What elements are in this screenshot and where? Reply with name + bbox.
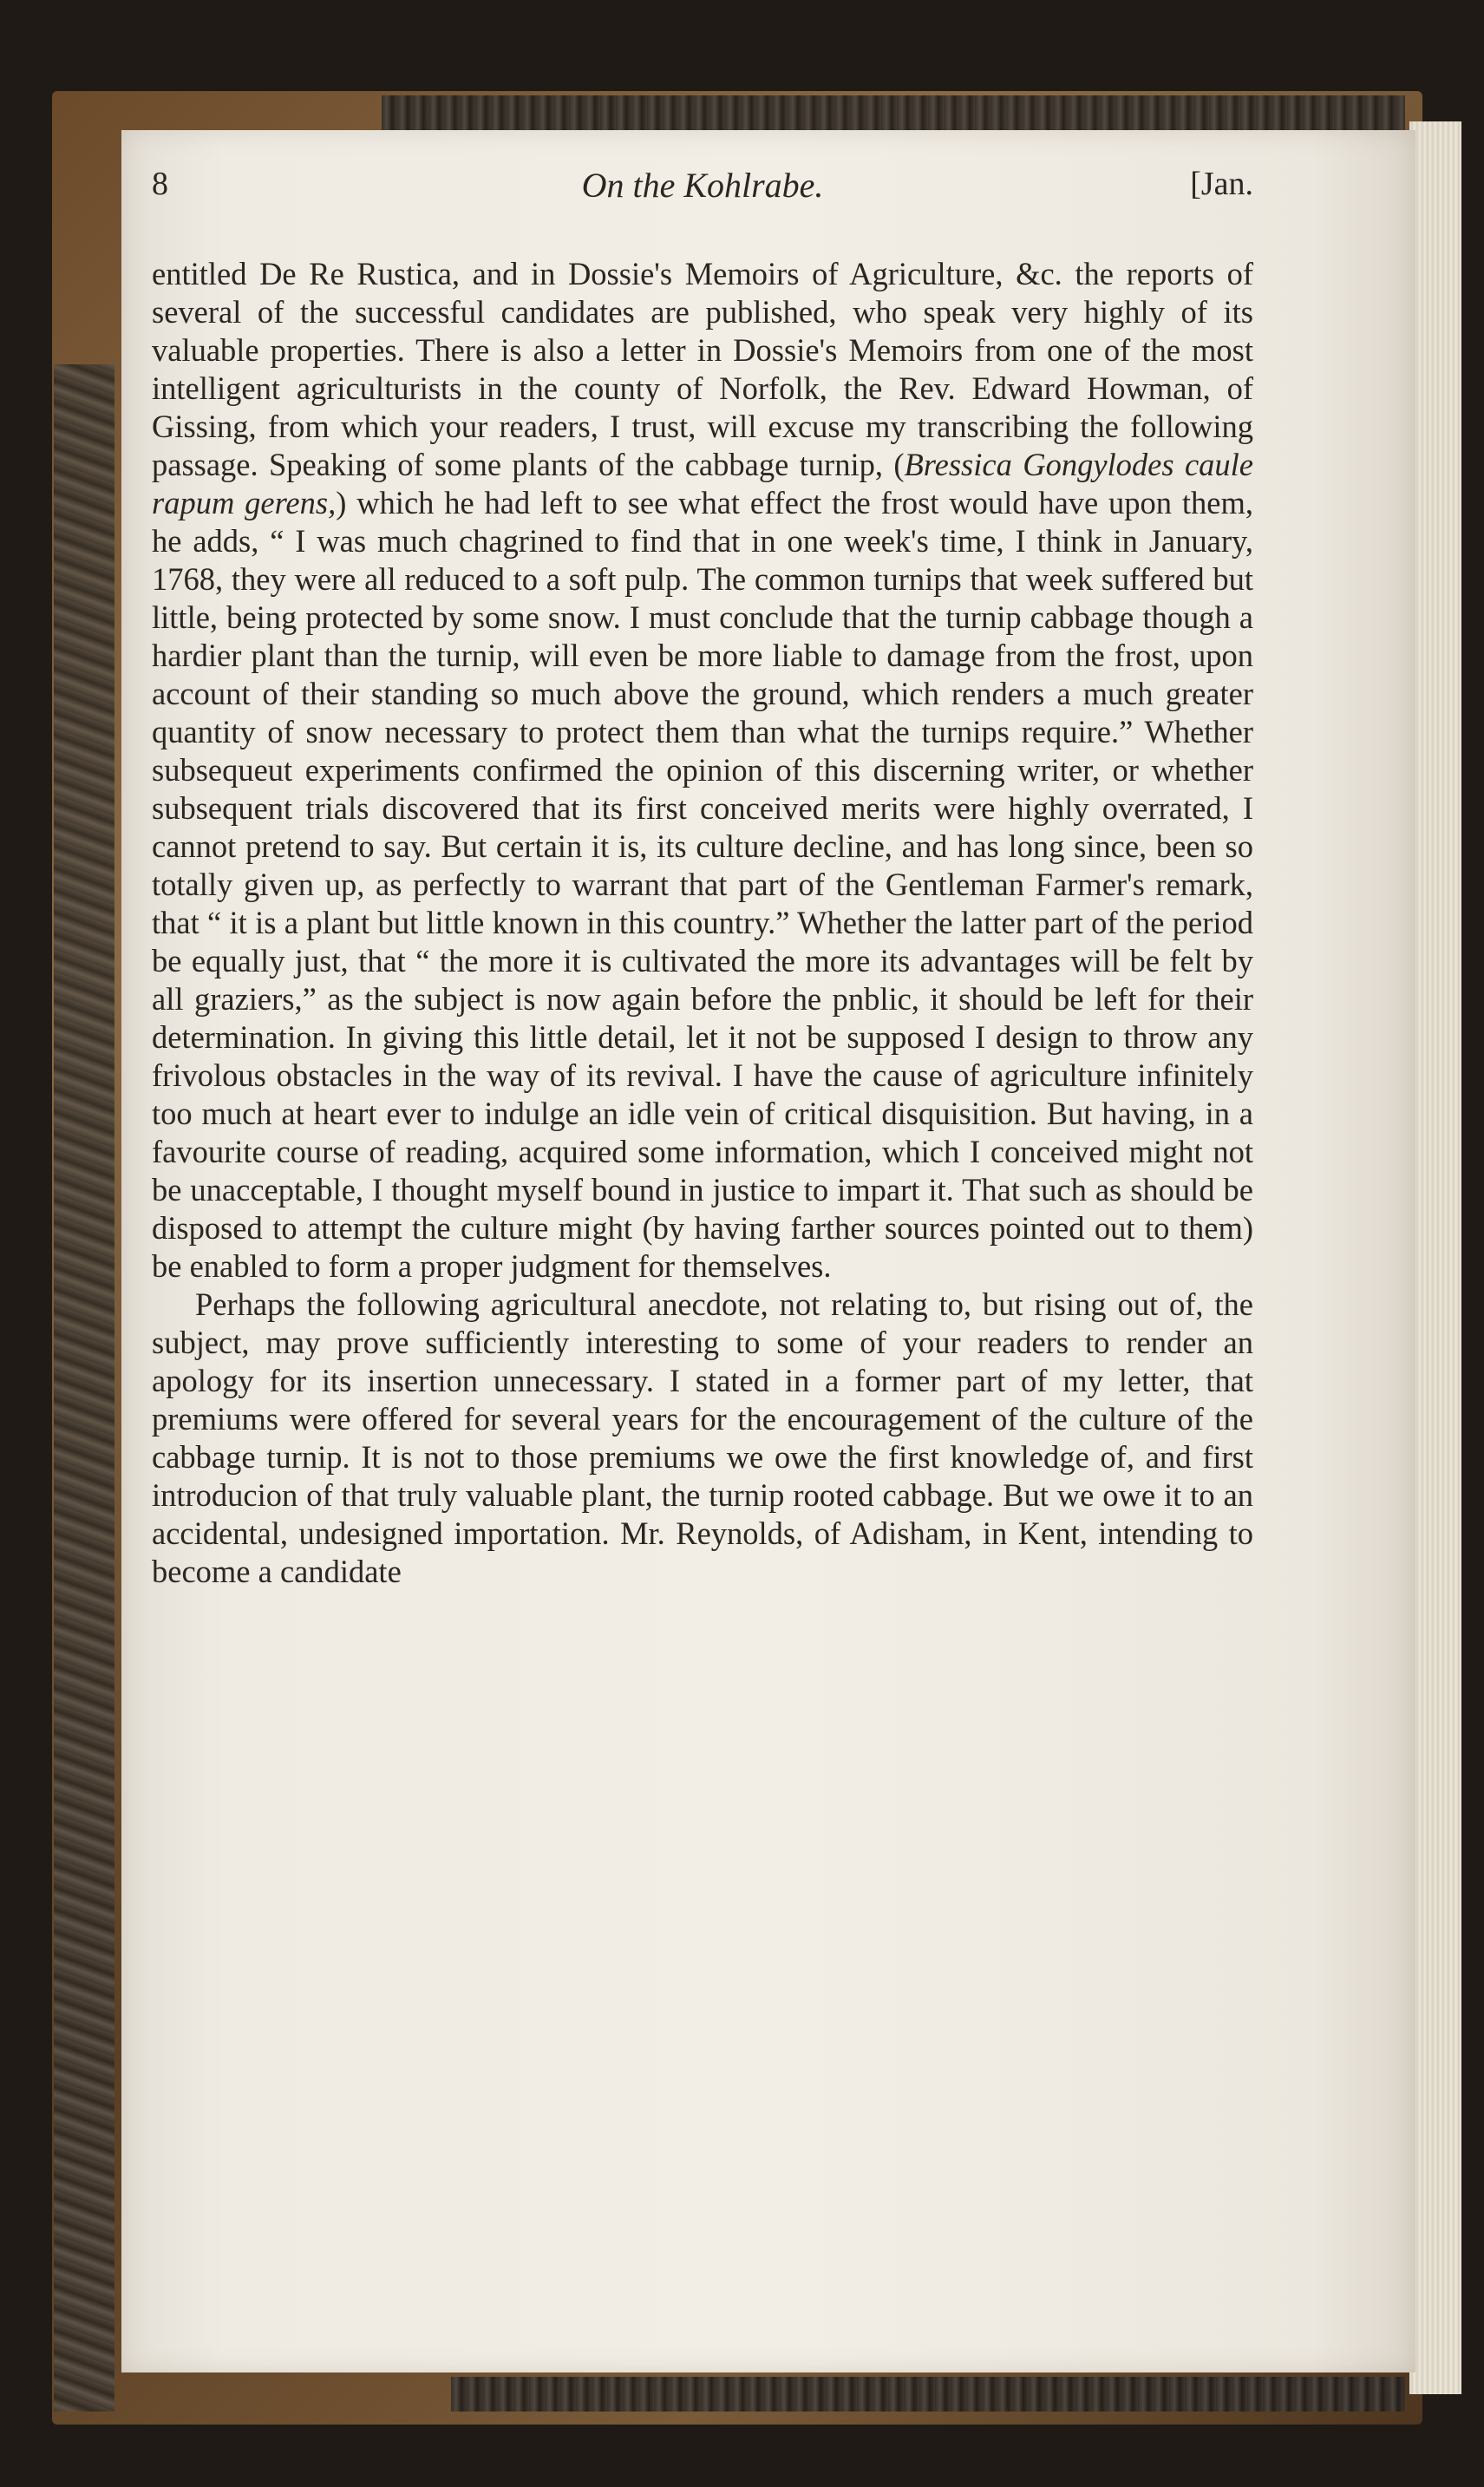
page-content	[152, 165, 1253, 1591]
page-number: 8	[152, 166, 168, 202]
page-edges	[1409, 121, 1461, 2394]
paragraph-1	[152, 255, 1253, 1286]
section-date: [Jan.	[1190, 166, 1253, 202]
running-title: On the Kohlrabe.	[581, 166, 824, 205]
latin-name: Bressica Gongylodes caule rapum gerens,	[152, 447, 1253, 520]
page-header	[152, 165, 1253, 217]
paragraph-2	[152, 1286, 1253, 1591]
marbled-edge-top	[382, 95, 1405, 132]
text-segment: ) which he had left to see what effect the frost would have upon them, he adds, “ I was much chagrined to find that in one week's time, I think in January, 1768, they were all reduced to a soft pulp. The common turnips that week suffered but little, being protected by some snow. I must conclude that the turnip cabbage though a hardier plant than the turnip, will even be more liable to damage from the frost, upon account of their standing so much above the ground, which renders a much greater quantity of snow necessary to protect them than what the turnips require.” Whether subsequeut experiments confirmed the opinion of this discerning writer, or whether subsequent trials discovered that its first conceived merits were highly overrated, I cannot pretend to say. But certain it is, its culture decline, and has long since, been so totally given up, as perfectly to warrant that part of the Gentleman Farmer's remark, that “ it is a plant but little known in this country.” Whether the latter part of the period be equally just, that “ the more it is cultivated the more its advantages will be felt by all graziers,” as the subject is now again before the pnblic, it should be left for their determination. In giving this little detail, let it not be supposed I design to throw any frivolous obstacles in the way of its revival. I have the cause of agriculture infinitely too much at heart ever to indulge an idle vein of critical disquisition. But having, in a favourite course of reading, acquired some information, which I conceived might not be unacceptable, I thought myself bound in justice to impart it. That such as should be disposed to attempt the culture might (by having farther sources pointed out to them) be enabled to form a proper judgment for themselves.	[152, 485, 1253, 1284]
text-segment: entitled De Re Rustica, and in Dossie's Memoirs of Agriculture, &c. the reports of several of the successful candidates are published, who speak very highly of its valuable properties. There is also a letter in Dossie's Memoirs from one of the most intelligent agriculturists in the county of Norfolk, the Rev. Edward Howman, of Gissing, from which your readers, I trust, will excuse my transcribing the following passage. Speaking of some plants of the cabbage turnip, (	[152, 256, 1253, 482]
text-segment: Perhaps the following agricultural anecdote, not relating to, but rising out of, the subject, may prove sufficiently interesting to some of your readers to render an apology for its insertion unnecessary. I stated in a former part of my letter, that premiums were offered for several years for the encouragement of the culture of the cabbage turnip. It is not to those premiums we owe the first knowledge of, and first introducion of that truly valuable plant, the turnip rooted cabbage. But we owe it to an accidental, undesigned importation. Mr. Reynolds, of Adisham, in Kent, intending to become a candidate	[152, 1286, 1253, 1589]
marbled-edge-bottom	[451, 2377, 1405, 2412]
body-text	[152, 255, 1253, 1591]
marbled-edge-left	[54, 364, 114, 2412]
